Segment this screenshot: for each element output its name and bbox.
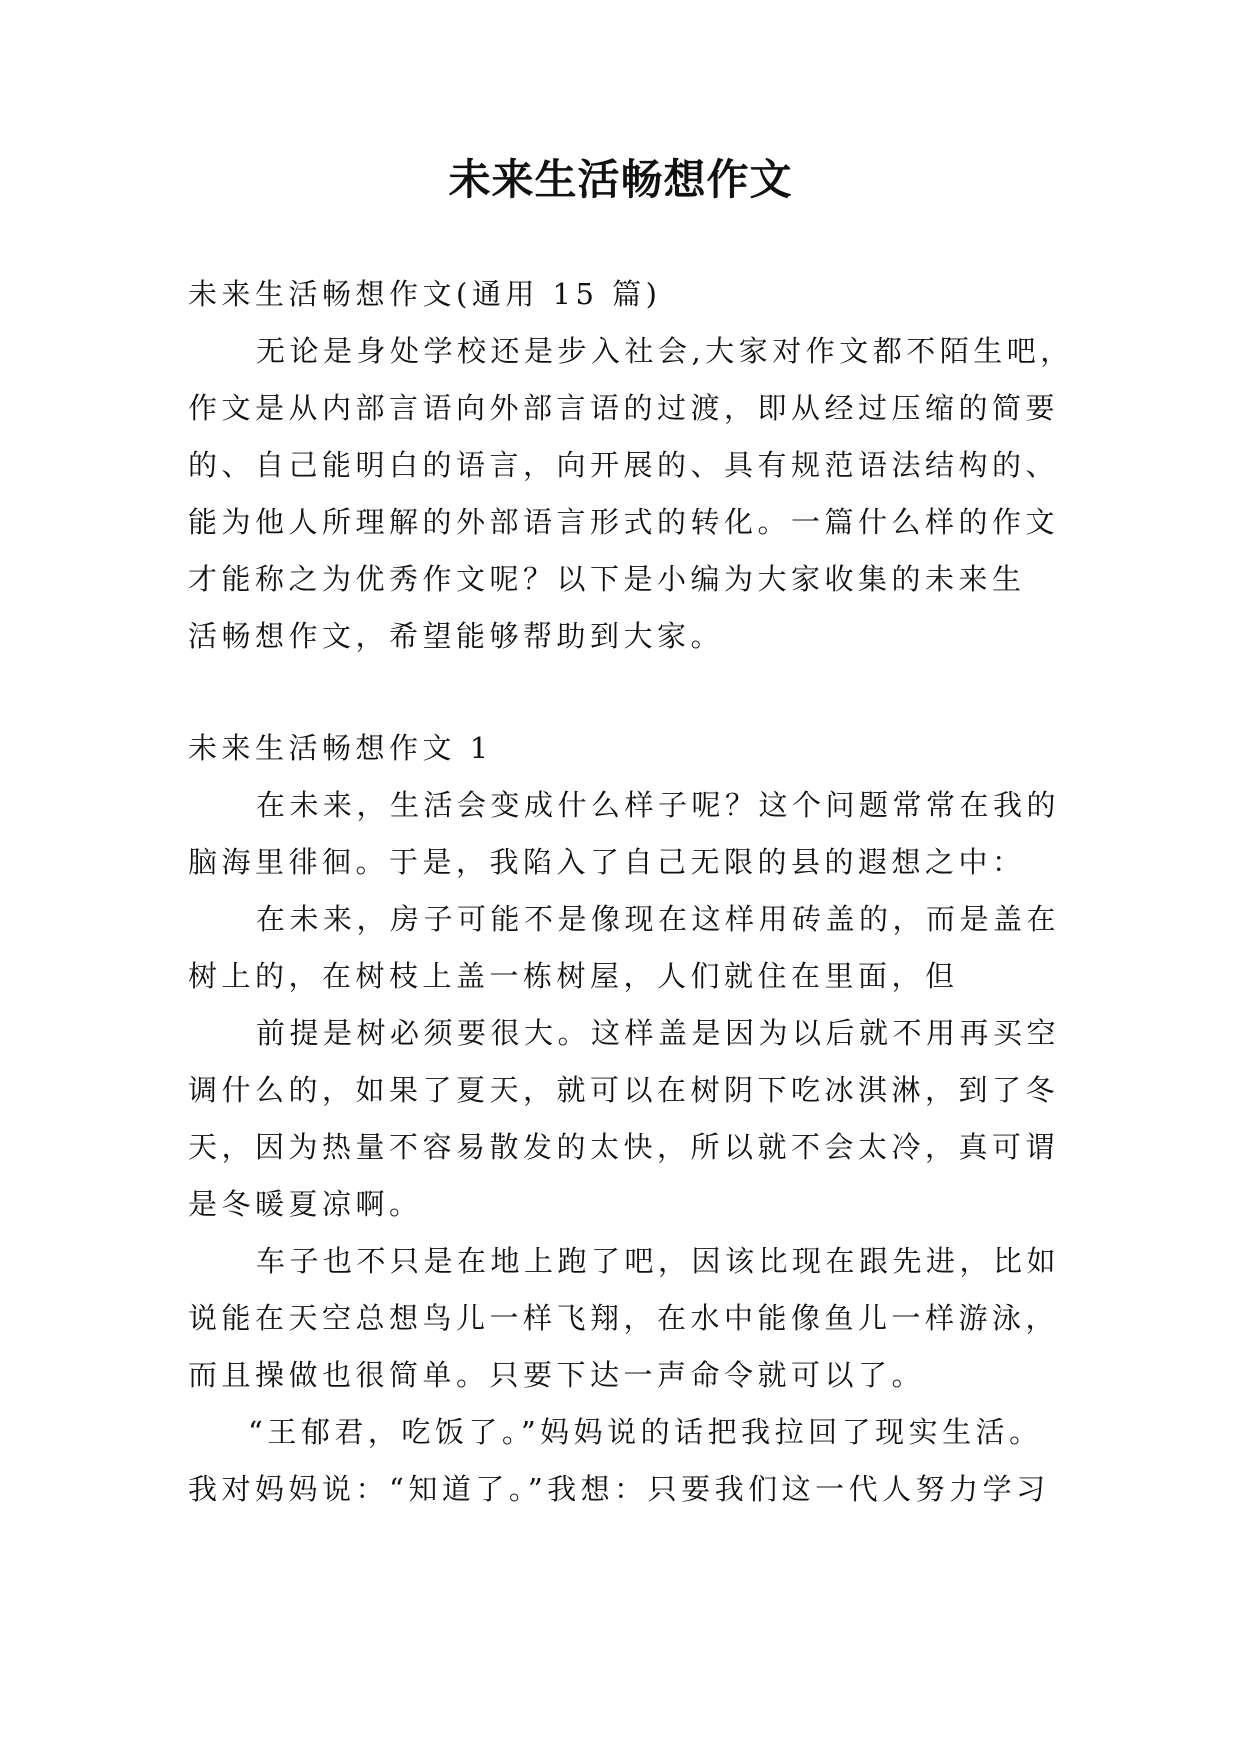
paragraph-line: 前提是树必须要很大。这样盖是因为以后就不用再买空 <box>256 1016 1061 1050</box>
paragraph-5 <box>188 1404 1068 1518</box>
intro-line: 能为他人所理解的外部语言形式的转化。一篇什么样的作文 <box>188 505 1060 539</box>
paragraph-line: “王郁君，吃饭了。”妈妈说的话把我拉回了现实生活。 <box>248 1415 1043 1449</box>
paragraph-line: 调什么的，如果了夏天，就可以在树阴下吃冰淇淋，到了冬 <box>188 1073 1060 1107</box>
section-heading: 未来生活畅想作文 1 <box>188 731 493 765</box>
document-subtitle: 未来生活畅想作文(通用 15 篇) <box>188 277 662 311</box>
paragraph-1 <box>188 777 1068 891</box>
paragraph-line: 在未来，房子可能不是像现在这样用砖盖的，而是盖在 <box>256 902 1061 936</box>
paragraph-2 <box>188 891 1068 1005</box>
paragraph-line: 说能在天空总想鸟儿一样飞翔，在水中能像鱼儿一样游泳， <box>188 1301 1060 1335</box>
paragraph-line: 而且操做也很简单。只要下达一声命令就可以了。 <box>188 1358 926 1392</box>
paragraph-line: 天，因为热量不容易散发的太快，所以就不会太冷，真可谓 <box>188 1130 1060 1164</box>
document-title: 未来生活畅想作文 <box>448 155 793 204</box>
paragraph-line: 我对妈妈说：“知道了。”我想：只要我们这一代人努力学习 <box>188 1472 1050 1506</box>
paragraph-line: 在未来，生活会变成什么样子呢？这个问题常常在我的 <box>256 788 1061 822</box>
intro-paragraph <box>188 323 1074 665</box>
paragraph-3 <box>188 1005 1068 1233</box>
paragraph-4 <box>188 1233 1068 1404</box>
paragraph-line: 脑海里徘徊。于是，我陷入了自己无限的县的遐想之中： <box>188 845 1026 879</box>
paragraph-line: 是冬暖夏凉啊。 <box>188 1187 423 1221</box>
paragraph-line: 车子也不只是在地上跑了吧，因该比现在跟先进，比如 <box>256 1244 1061 1278</box>
intro-line: 活畅想作文，希望能够帮助到大家。 <box>188 619 725 653</box>
paragraph-gap <box>188 665 1068 720</box>
intro-line: 无论是身处学校还是步入社会,大家对作文都不陌生吧， <box>256 334 1074 368</box>
intro-line: 的、自己能明白的语言，向开展的、具有规范语法结构的、 <box>188 448 1060 482</box>
intro-line: 才能称之为优秀作文呢？以下是小编为大家收集的未来生 <box>188 562 1026 596</box>
intro-line: 作文是从内部言语向外部言语的过渡，即从经过压缩的简要 <box>188 391 1060 425</box>
document-body <box>188 266 1074 1518</box>
paragraph-line: 树上的，在树枝上盖一栋树屋，人们就住在里面，但 <box>188 959 959 993</box>
